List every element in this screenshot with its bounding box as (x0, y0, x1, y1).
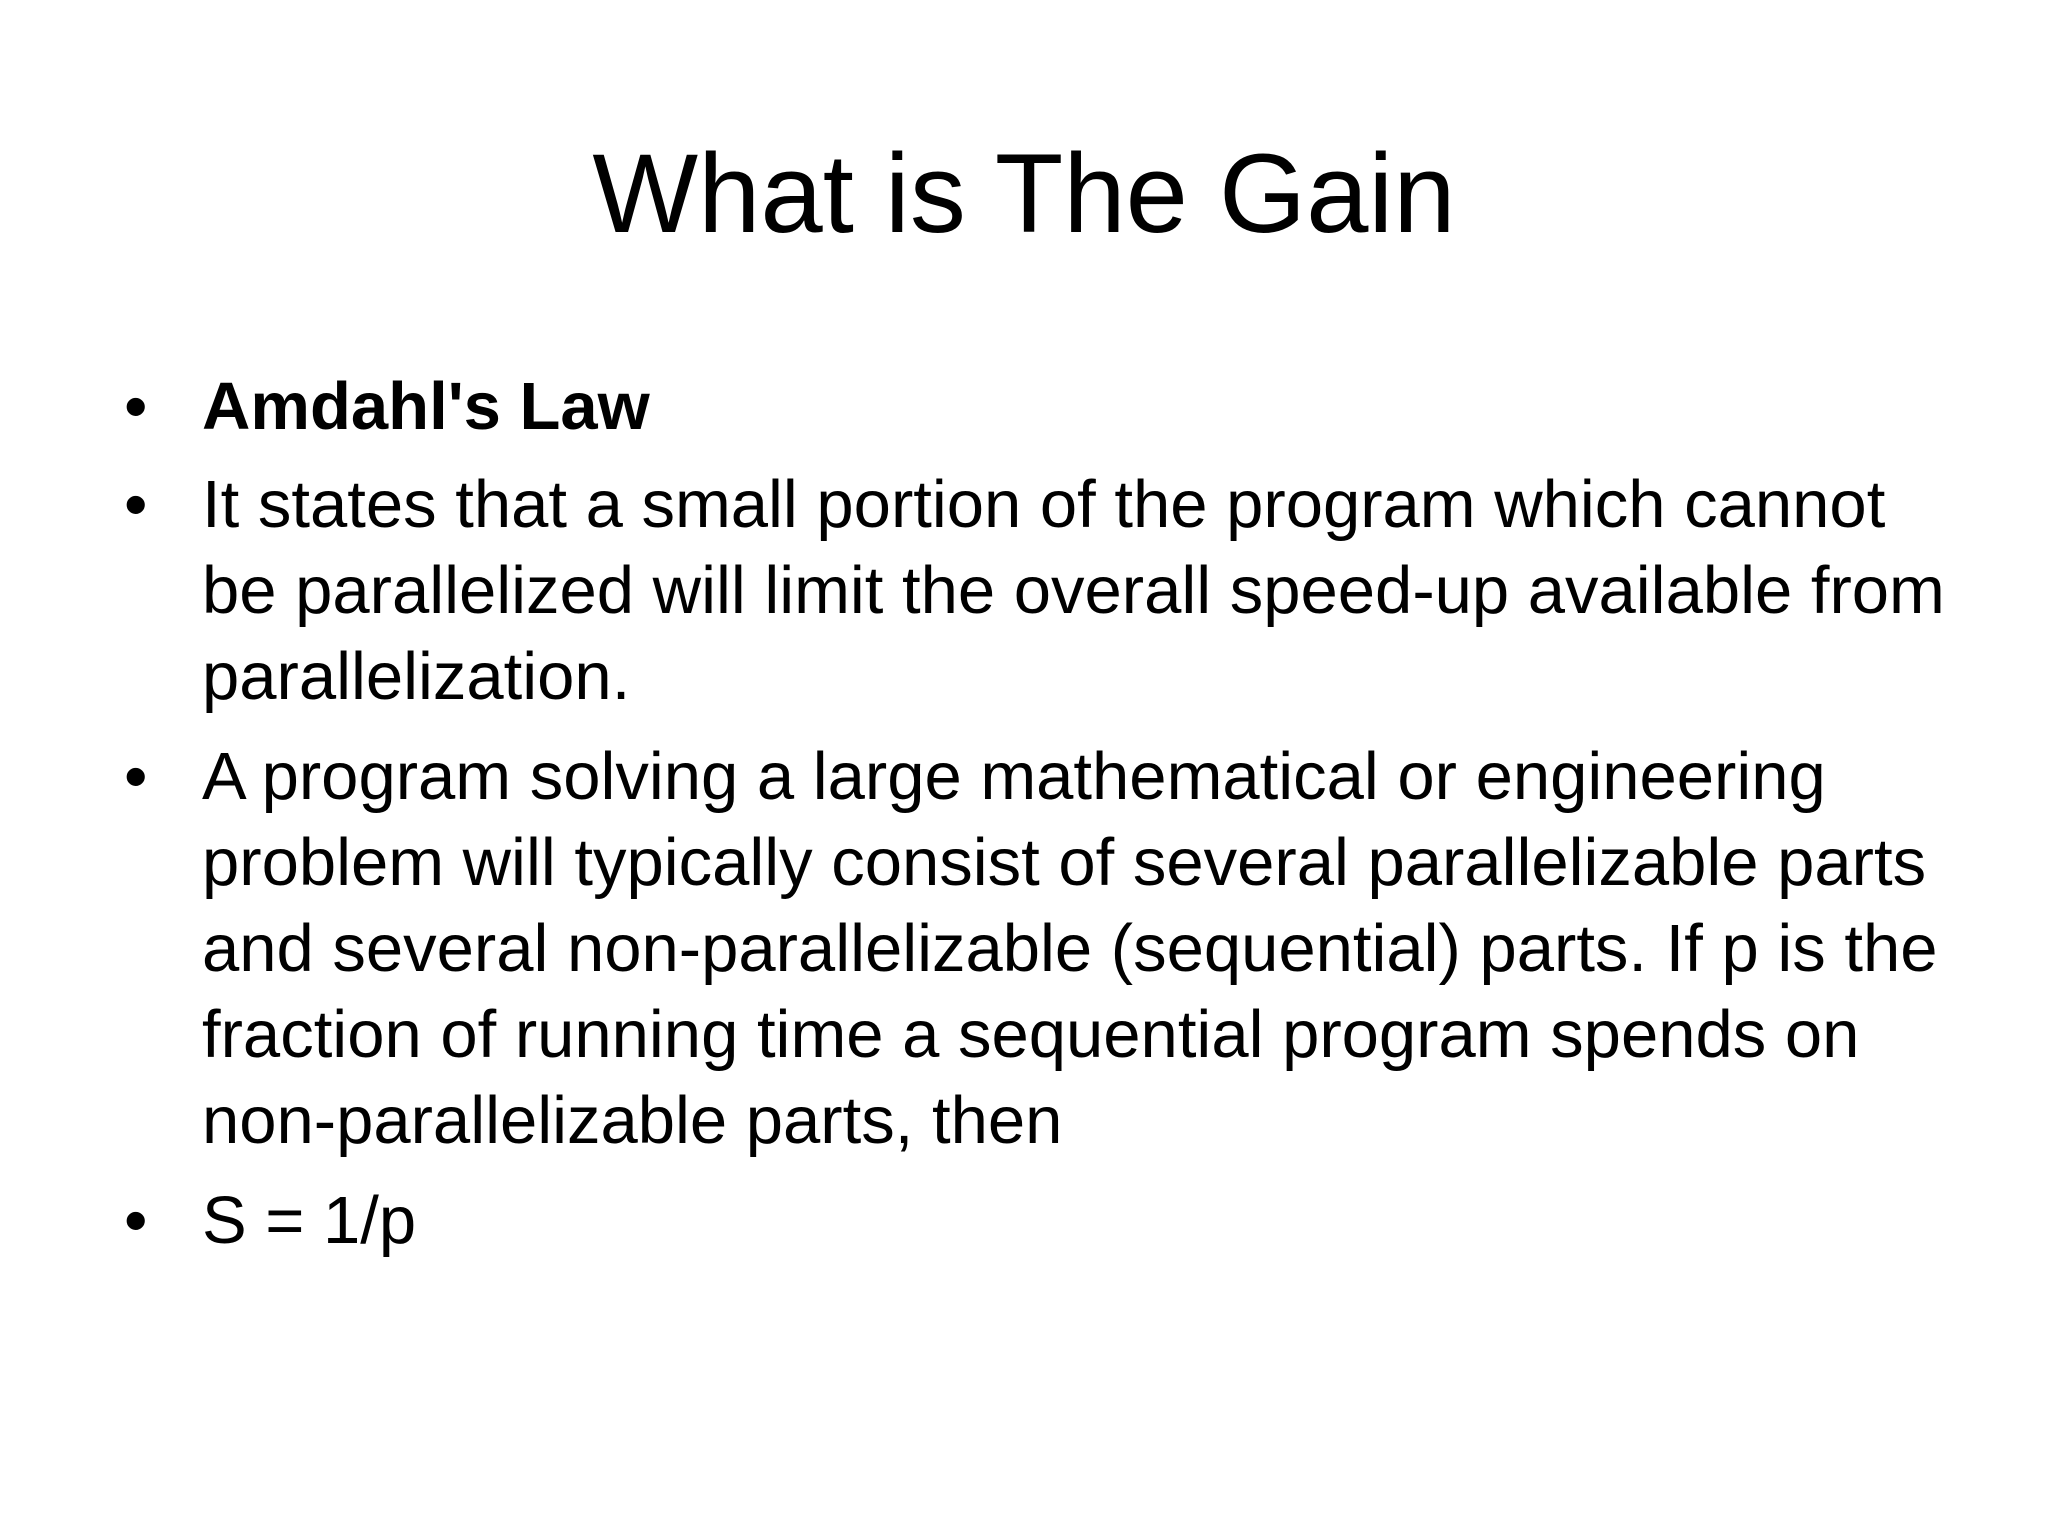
bullet-text: It states that a small portion of the program which cannot be parallelized will limit the overall speed-up available from parallelization. (202, 467, 1945, 714)
bullet-icon: • (124, 467, 148, 542)
slide-title: What is The Gain (592, 131, 1456, 256)
bullet-text: Amdahl's Law (202, 369, 650, 444)
bullet-item-statement (118, 462, 1978, 720)
bullet-text: A program solving a large mathematical or engineering problem will typically consist of several parallelizable parts and several non-parallelizable (sequential) parts. If p is the fraction of running time a sequential program spends on non-parallelizable parts, then (202, 739, 1938, 1158)
bullet-icon: • (124, 739, 148, 814)
bullet-item-amdahls-law (118, 364, 1978, 450)
bullet-item-formula (118, 1178, 1978, 1264)
bullet-icon: • (124, 1183, 148, 1258)
bullet-item-program-description (118, 734, 1978, 1164)
bullet-icon: • (124, 369, 148, 444)
bullet-list (118, 364, 1978, 1278)
bullet-text: S = 1/p (202, 1183, 417, 1258)
